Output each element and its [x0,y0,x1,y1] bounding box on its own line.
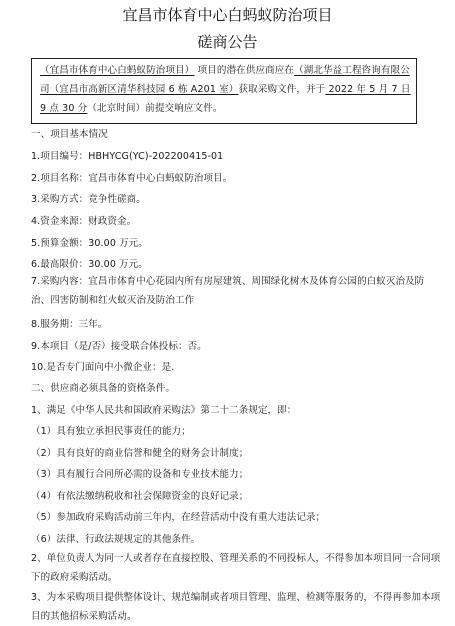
document-subtitle: 磋商公告 [197,33,258,51]
condition-4: （4）有依法缴纳税收和社会保障资金的良好记录； [31,491,249,502]
condition-6: （6）法律、行政法规规定的其他条件。 [31,534,201,545]
intro-text-3: （北京时间）前提交响应文件。 [87,103,223,114]
item-sme: 10.是否专门面向中小微企业：是. [31,362,175,373]
intro-time: 2022 年 5 月 7 日 9 点 30 分 [40,84,411,114]
item-project-name: 2.项目名称：宜昌市体育中心白蚂蚁防治项目。 [31,173,233,184]
section2-sub3: 3、为本采购项目提供整体设计、规范编制或者项目管理、监理、检测等服务的，不得再参加本项目的其他招标采购活动。 [31,592,441,622]
intro-text-1: 项目的潜在供应商应在 [194,65,295,76]
section2-sub1: 1、满足《中华人民共和国政府采购法》第二十二条规定，即： [31,405,297,416]
item-fund-source: 4.资金来源：财政资金。 [31,216,137,227]
item-project-number: 1.项目编号：HBHYCG(YC)-202200415-01 [31,151,224,162]
section2-heading: 二、供应商必须具备的资格条件。 [31,383,176,394]
section2-sub2: 2、单位负责人为同一人或者存在直接控股、管理关系的不同投标人，不得参加本项目同一合同项下的政府采购活动。 [31,553,441,583]
intro-project-name: （宜昌市体育中心白蚂蚁防治项目） [40,65,195,76]
intro-place: （湖北华益工程咨询有限公司（宜昌市高新区清华科技园 6 栋 A201 室） [40,65,410,95]
item-max-price: 6.最高限价：30.00 万元。 [31,259,148,270]
condition-2: （2）具有良好的商业信誉和健全的财务会计制度； [31,448,249,459]
intro-paragraph [40,61,412,118]
item-budget: 5.预算金额：30.00 万元。 [31,238,148,249]
intro-text-2: 获取采购文件，并于 [238,84,326,95]
section1-heading: 一、项目基本情况 [31,129,108,140]
document-title: 宜昌市体育中心白蚂蚁防治项目 [122,6,333,24]
item-procurement-method: 3.采购方式：竞争性磋商。 [31,194,146,205]
condition-3: （3）具有履行合同所必需的设备和专业技术能力； [31,469,249,480]
condition-1: （1）具有独立承担民事责任的能力； [31,426,191,437]
condition-5: （5）参加政府采购活动前三年内，在经营活动中没有重大违法记录； [31,512,326,523]
item-procurement-content: 7.采购内容：宜昌市体育中心花园内所有房屋建筑、周围绿化树木及体育公园的白蚁灭治及防治、四害防制和红火蚁灭治及防治工作 [31,276,425,306]
item-consortium: 9.本项目（是/否）接受联合体投标：否。 [31,341,207,352]
item-service-period: 8.服务期：三年。 [31,319,108,330]
